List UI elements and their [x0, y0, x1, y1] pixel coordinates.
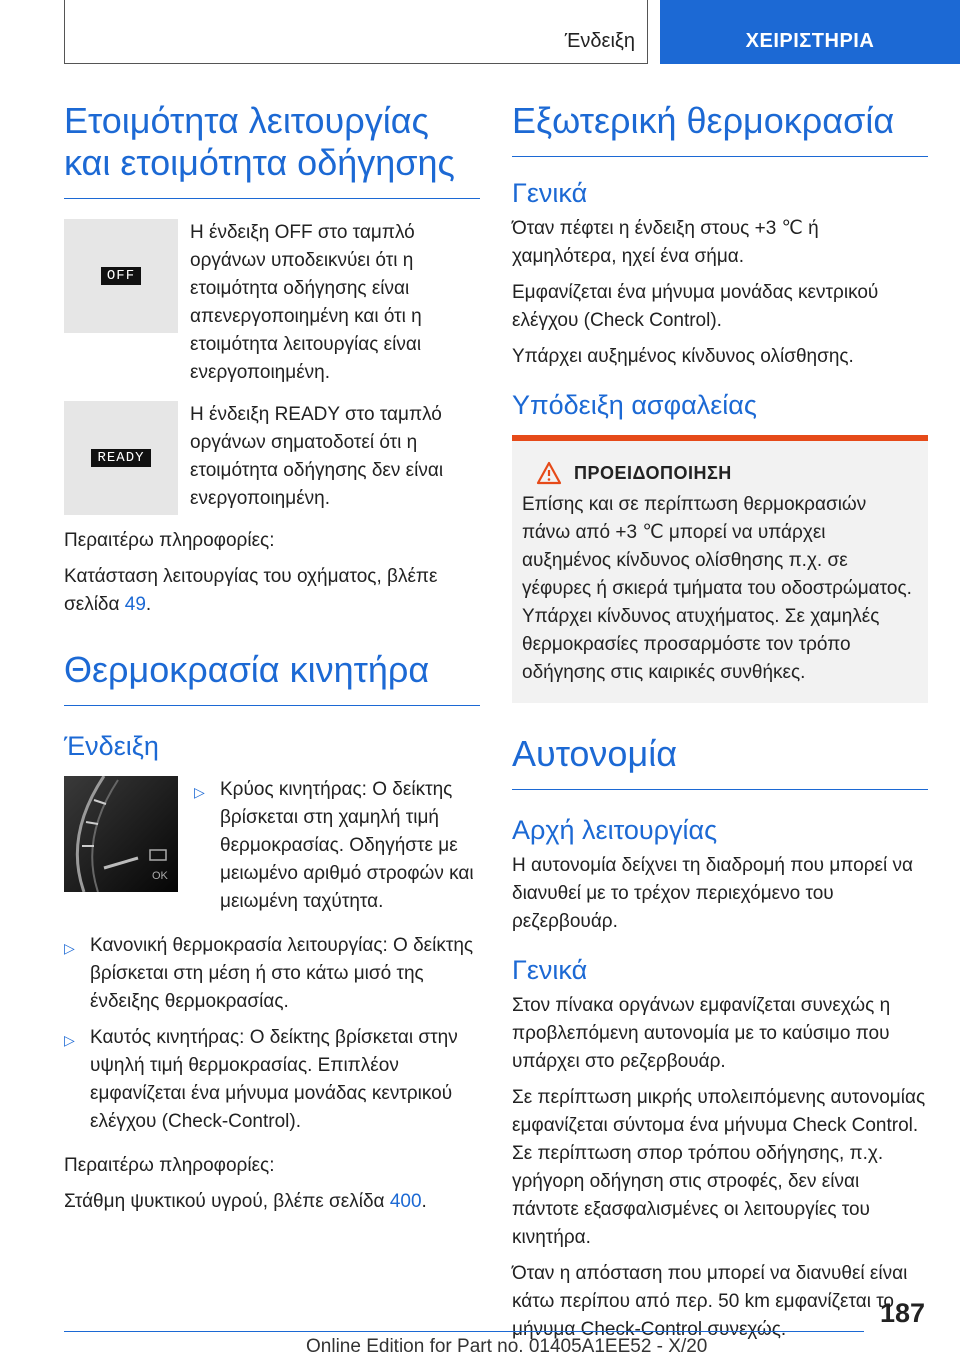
range-p7: Όταν η απόσταση που μπορεί να διανυθεί είναι κάτω περίπου από περ. 50 km εμφανίζεται το μήνυμα Check-Control συνεχώς. — [512, 1263, 908, 1340]
range-p6: Σε περίπτωση μικρής υπολειπόμενης αυτονομίας εμφανίζεται σύντομα ένα μήνυμα Check Control. Σε περίπτωση σπορ τρόπου οδήγησης, π.χ. γρήγορη οδήγηση στις στροφές, δεν είναι πάντοτε εξασφαλισμένες οι λειτουργίες του κινητήρα. — [512, 1087, 926, 1248]
heading-display: Ένδειξη — [64, 731, 159, 761]
heading-safety-note: Υπόδειξη ασφαλείας — [512, 390, 757, 420]
coolant-level-ref: Στάθμη ψυκτικού υγρού, βλέπε σελίδα 400. — [64, 1191, 427, 1212]
page-number: 187 — [880, 1298, 926, 1328]
bullet-cold-engine: ▷ Κρύος κινητήρας: Ο δείκτης βρίσκεται στη χαμηλή τιμή θερμοκρασίας. Οδηγήστε με μειωμένο αριθμό στροφών και μειωμένη ταχύτητα. — [194, 776, 480, 916]
ready-indicator-row — [64, 401, 480, 515]
engine-gauge-row — [64, 776, 480, 924]
vehicle-status-ref: Κατάσταση λειτουργίας του οχήματος, βλέπε σελίδα 49. — [64, 566, 438, 615]
triangle-bullet-icon: ▷ — [64, 1032, 75, 1048]
page-link-49[interactable]: 49 — [124, 594, 146, 615]
heading-general: Γενικά — [512, 178, 588, 208]
warning-text: Επίσης και σε περίπτωση θερμοκρασιών πάνω από +3 ℃ μπορεί να υπάρχει αυξημένος κίνδυνος ολίσθησης π.χ. σε γέφυρες ή σκιερά τμήματα του οδοστρώματος. Υπάρχει κίνδυνος ατυχήματος. Σε χαμηλές θερμοκρασίες προσαρμόστε τον τρόπο οδήγησης στις καιρικές συνθήκες. — [522, 494, 912, 683]
outside-temp-p3: Υπάρχει αυξημένος κίνδυνος ολίσθησης. — [512, 346, 854, 367]
left-column — [64, 100, 480, 1224]
warning-header — [522, 461, 918, 485]
off-indicator-image — [64, 219, 178, 333]
off-indicator-row — [64, 219, 480, 387]
more-info-label: Περαιτέρω πληροφορίες: — [64, 530, 275, 551]
heading-range: Αυτονομία — [512, 733, 928, 790]
bullet-hot-engine: ▷ Καυτός κινητήρας: Ο δείκτης βρίσκεται στην υψηλή τιμή θερμοκρασίας. Επιπλέον εμφανίζεται ένα μήνυμα μονάδας κεντρικού ελέγχου (Check-Control). — [64, 1024, 480, 1136]
range-p4: Η αυτονομία δείχνει τη διαδρομή που μπορεί να διανυθεί με το τρέχον περιεχόμενο του ρεζερβουάρ. — [512, 855, 913, 932]
warning-title: ΠΡΟΕΙΔΟΠΟΙΗΣΗ — [574, 462, 732, 483]
warning-box — [512, 435, 928, 703]
gauge-ok-label: OK — [152, 870, 168, 882]
heading-outside-temperature: Εξωτερική θερμοκρασία — [512, 100, 928, 157]
footer-divider — [64, 1331, 864, 1332]
edition-footer: Online Edition for Part no. 01405A1EE52 - X/20 — [306, 1336, 708, 1357]
range-p5: Στον πίνακα οργάνων εμφανίζεται συνεχώς η προβλεπόμενη αυτονομία με το καύσιμο που υπάρχει στο ρεζερβουάρ. — [512, 995, 891, 1072]
ready-indicator-text: Η ένδειξη READY στο ταμπλό οργάνων σηματοδοτεί ότι η ετοιμότητα οδήγησης δεν είναι ενεργοποιημένη. — [190, 404, 444, 509]
page-link-400[interactable]: 400 — [389, 1191, 422, 1212]
triangle-bullet-icon: ▷ — [64, 940, 75, 956]
bullet-normal-temp: ▷ Κανονική θερμοκρασία λειτουργίας: Ο δείκτης βρίσκεται στη μέση ή στο κάτω μισό της ένδειξης θερμοκρασίας. — [64, 932, 480, 1016]
right-column — [512, 100, 928, 1352]
off-lcd-label: OFF — [101, 267, 141, 285]
warning-triangle-icon — [536, 461, 562, 485]
heading-principle: Αρχή λειτουργίας — [512, 815, 718, 845]
triangle-bullet-icon: ▷ — [194, 784, 205, 800]
heading-general-2: Γενικά — [512, 955, 588, 985]
heading-operating-readiness: Ετοιμότητα λειτουργίας και ετοιμότητα οδήγησης — [64, 100, 480, 199]
header-chapter-tab[interactable]: ΧΕΙΡΙΣΤΗΡΙΑ — [660, 0, 960, 64]
engine-temp-gauge-image — [64, 776, 178, 892]
outside-temp-p2: Εμφανίζεται ένα μήνυμα μονάδας κεντρικού ελέγχου (Check Control). — [512, 282, 879, 331]
header-frame — [64, 0, 648, 64]
outside-temp-p1: Όταν πέφτει η ένδειξη στους +3 ℃ ή χαμηλότερα, ηχεί ένα σήμα. — [512, 218, 819, 267]
ready-indicator-image — [64, 401, 178, 515]
off-indicator-text: Η ένδειξη OFF στο ταμπλό οργάνων υποδεικνύει ότι η ετοιμότητα οδήγησης είναι απενεργοποιημένη και ότι η ετοιμότητα λειτουργίας είναι ενεργοποιημένη. — [190, 222, 422, 383]
more-info-label-2: Περαιτέρω πληροφορίες: — [64, 1155, 275, 1176]
header-section-title: Ένδειξη — [564, 30, 635, 52]
heading-engine-temperature: Θερμοκρασία κινητήρα — [64, 649, 480, 706]
ready-lcd-label: READY — [91, 449, 150, 467]
